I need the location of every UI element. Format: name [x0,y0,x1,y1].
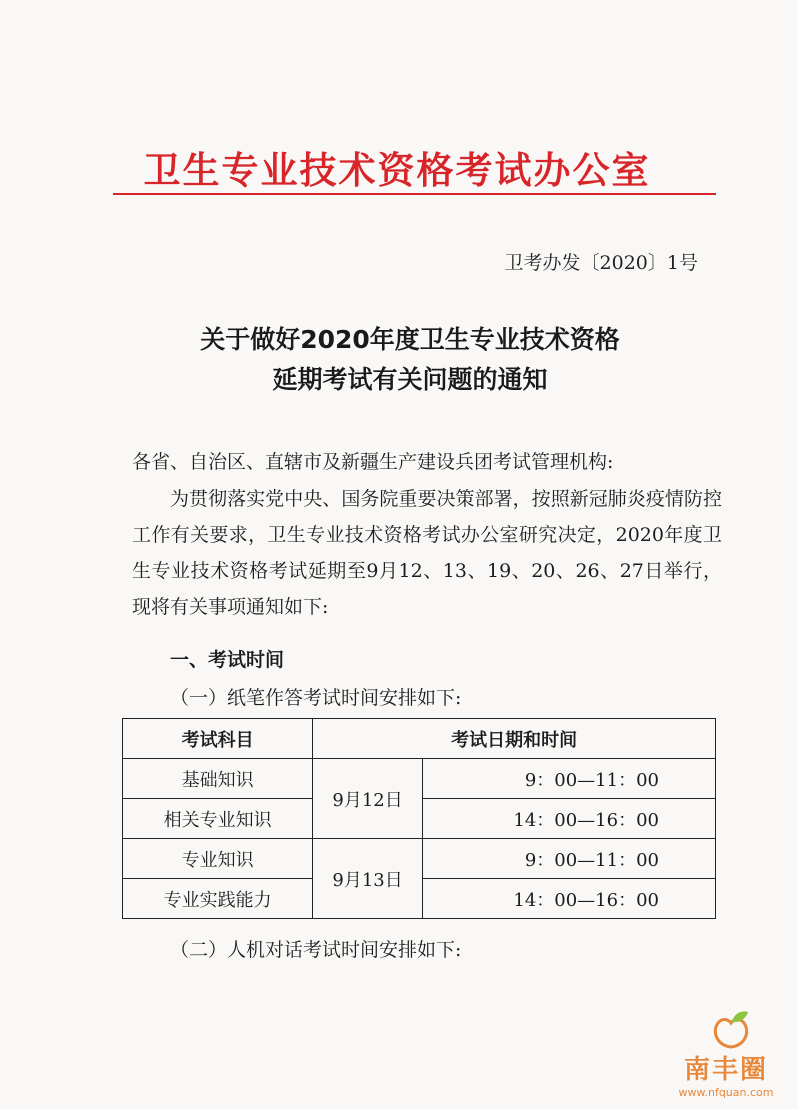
subject-cell: 相关专业知识 [123,799,313,839]
subject-cell: 基础知识 [123,759,313,799]
time-cell: 9：00—11：00 [422,759,715,799]
salutation: 各省、自治区、直辖市及新疆生产建设兵团考试管理机构: [132,451,614,473]
body-paragraph-1: 为贯彻落实党中央、国务院重要决策部署，按照新冠肺炎疫情防控工作有关要求，卫生专业技术资格考试办公室研究决定，2020年度卫生专业技术资格考试延期至9月12、13、19、20、26、27日举行，现将有关事项通知如下: [132,488,722,618]
section-heading-exam-time: 一、考试时间 [170,649,285,671]
sub-heading-computer-exam: （二）人机对话考试时间安排如下: [170,939,462,961]
watermark-logo-text: 南丰圈 [683,1055,768,1085]
date-cell: 9月12日 [313,759,423,839]
subject-cell: 专业知识 [123,839,313,879]
header-subject: 考试科目 [123,719,313,759]
time-cell: 9：00—11：00 [422,839,715,879]
table-row [123,759,716,799]
table-row [123,839,716,879]
header-red-rule [113,193,716,195]
peach-leaf-icon [708,1007,754,1053]
sub-heading-paper-exam: （一）纸笔作答考试时间安排如下: [170,687,462,709]
exam-schedule-table [122,718,716,919]
document-number: 卫考办发〔2020〕1号 [504,252,698,274]
notice-title-line-1: 关于做好2020年度卫生专业技术资格 [200,325,620,354]
date-cell: 9月13日 [313,839,423,919]
site-watermark [666,1035,786,1099]
table-header-row [123,719,716,759]
notice-title [140,320,680,400]
time-cell: 14：00—16：00 [422,879,715,919]
watermark-url: www.nfquan.com [678,1086,774,1099]
header-datetime: 考试日期和时间 [313,719,716,759]
time-cell: 14：00—16：00 [422,799,715,839]
notice-title-line-2: 延期考试有关问题的通知 [272,365,548,394]
subject-cell: 专业实践能力 [123,879,313,919]
issuing-office-title: 卫生专业技术资格考试办公室 [143,149,651,192]
